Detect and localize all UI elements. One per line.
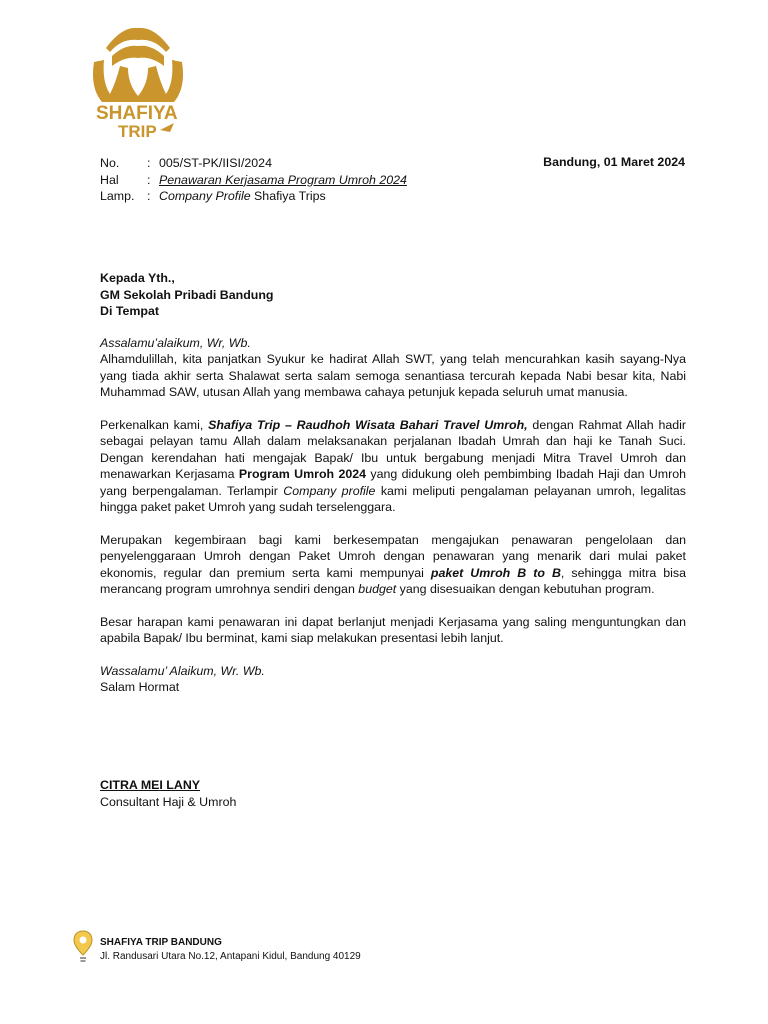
- colon: :: [147, 189, 151, 203]
- b2b-package: paket Umroh B to B: [430, 565, 561, 580]
- footer: [100, 936, 361, 964]
- footer-company: SHAFIYA TRIP BANDUNG: [100, 937, 222, 948]
- regards: Salam Hormat: [100, 680, 180, 695]
- closing-greeting: Wassalamu’ Alaikum, Wr. Wb.: [100, 664, 265, 679]
- signer-title: Consultant Haji & Umroh: [100, 794, 237, 809]
- number-label: No.: [100, 156, 120, 170]
- brand-name-line2: TRIP: [118, 122, 157, 141]
- paragraph-2: Perkenalkan kami, Shafiya Trip – Raudhoh Wisata Bahari Travel Umroh, dengan Rahmat Allah hadir sebagai pelayan tamu Allah dalam melaksanakan perjalanan Ibadah Umrah dan haji ke Tanah Suci. Dengan kerendahan hati mengajak Bapak/ Ibu untuk bergabung menjadi Mitra Travel Umroh dan menawarkan Kerjasama Program Umroh 2024 yang didukung oleh pembimbing Ibadah Haji dan Umroh yang berpengalaman. Terlampir Company profile kami meliputi pengalaman pelayanan umroh, legalitas hingga paket paket Umroh yang sudah terselenggara.: [100, 418, 686, 515]
- budget-term: budget: [358, 582, 397, 597]
- signer-name: CITRA MEI LANY: [100, 778, 201, 792]
- recipient-location: Di Tempat: [100, 304, 159, 318]
- attachment-value-rest: Shafiya Trips: [250, 189, 326, 203]
- recipient-salutation: Kepada Yth.,: [100, 271, 175, 285]
- letter-meta: [100, 155, 407, 205]
- program-name: Program Umroh 2024: [238, 467, 367, 482]
- location-pin-icon: [72, 930, 94, 964]
- attachment-label: Lamp.: [100, 189, 135, 203]
- attachment-value-italic: Company Profile: [159, 189, 251, 203]
- attachment-value: [159, 188, 326, 205]
- letter-number: 005/ST-PK/IISI/2024: [159, 156, 272, 170]
- colon: :: [147, 156, 151, 170]
- colon: :: [147, 172, 151, 187]
- company-name: Shafiya Trip – Raudhoh Wisata Bahari Travel Umroh,: [208, 418, 528, 433]
- company-profile-ref: Company profile: [283, 483, 376, 498]
- recipient-name: GM Sekolah Pribadi Bandung: [100, 287, 274, 302]
- paragraph-3: Merupakan kegembiraan bagi kami berkesempatan mengajukan penawaran pengelolaan dan penyelenggaraan Umroh dengan Paket Umroh dengan penawaran yang menarik dari mulai paket ekonomis, regular dan premium serta kami mempunyai paket Umroh B to B, sehingga mitra bisa merancang program umrohnya sendiri dengan budget yang disesuaikan dengan kebutuhan program.: [100, 532, 686, 597]
- subject-label: Hal: [100, 172, 119, 187]
- company-logo: [88, 22, 188, 147]
- meta-attachment-row: [100, 188, 407, 205]
- paragraph-1: Alhamdulillah, kita panjatkan Syukur ke hadirat Allah SWT, yang telah mencurahkan kasih sayang-Nya yang tiada akhir serta Shalawat serta salam semoga senantiasa tercurah kepada Nabi besar kita, Nabi Muhammad SAW, utusan Allah yang membawa cahaya petunjuk kepada seluruh umat manusia.: [100, 352, 686, 400]
- recipient-block: [100, 270, 274, 320]
- letter-subject: Penawaran Kerjasama Program Umroh 2024: [159, 172, 407, 187]
- opening-greeting: Assalamu’alaikum, Wr, Wb.: [100, 336, 251, 350]
- signature-block: [100, 777, 236, 810]
- brand-name-line1: SHAFIYA: [96, 103, 178, 124]
- letter-body: [100, 335, 686, 696]
- footer-address: Jl. Randusari Utara No.12, Antapani Kidul, Bandung 40129: [100, 951, 361, 962]
- mosque-dome-icon: [88, 22, 188, 147]
- meta-subject-row: [100, 172, 407, 189]
- paragraph-4: Besar harapan kami penawaran ini dapat berlanjut menjadi Kerjasama yang saling menguntungkan dan apabila Bapak/ Ibu berminat, kami siap melakukan presentasi lebih lanjut.: [100, 614, 686, 646]
- meta-number-row: [100, 155, 407, 172]
- letter-date: Bandung, 01 Maret 2024: [543, 155, 685, 169]
